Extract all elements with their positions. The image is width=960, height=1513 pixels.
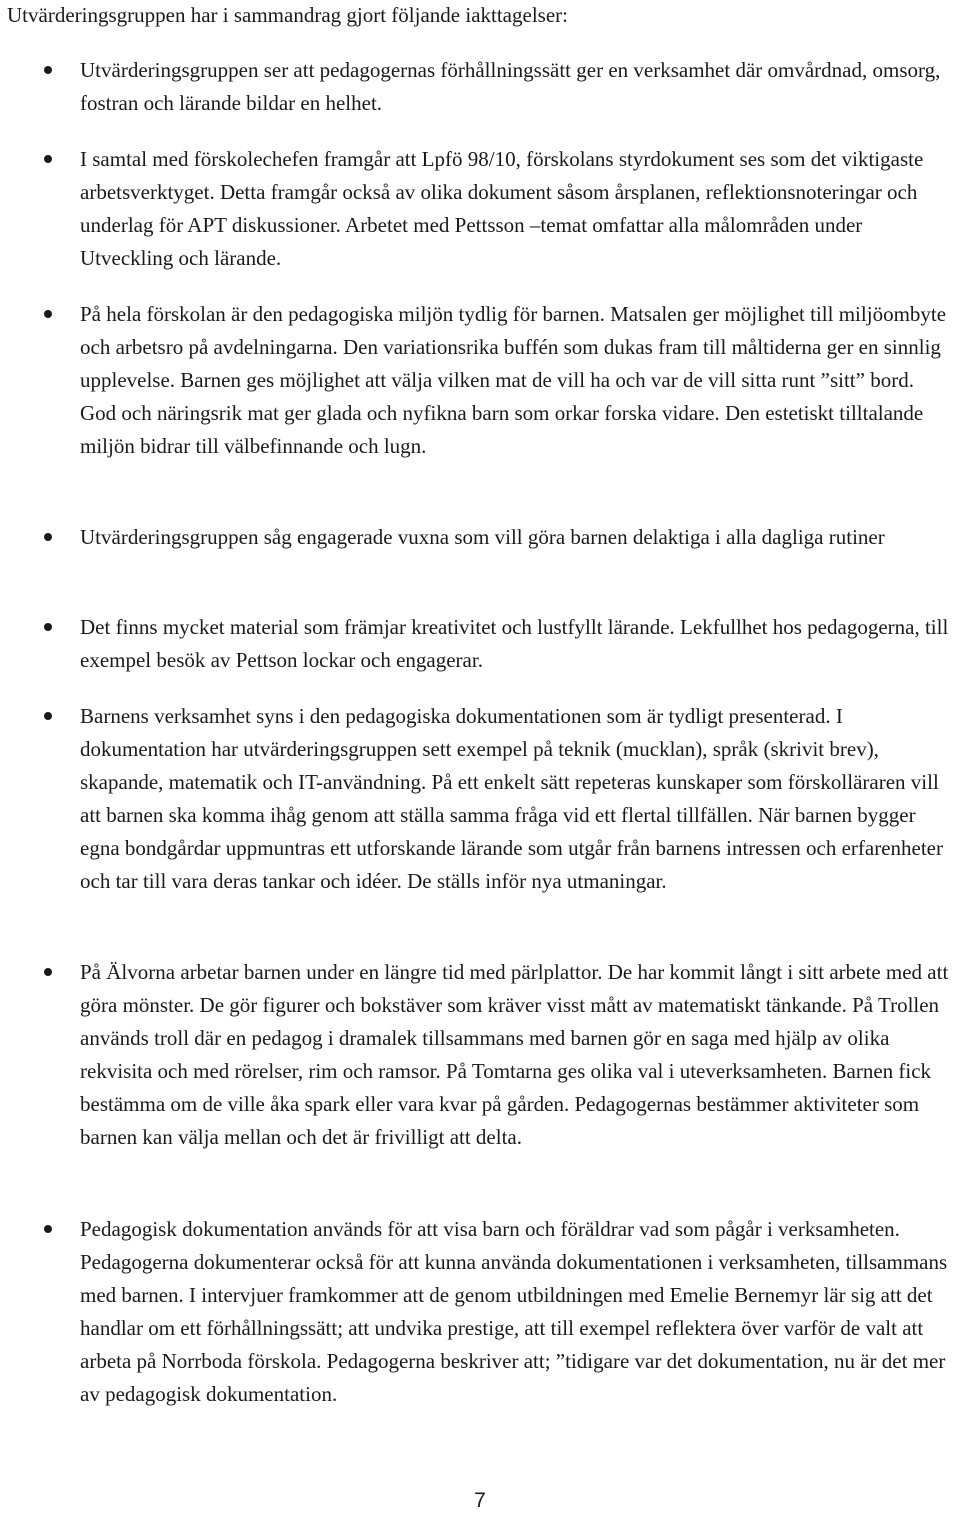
bullet-icon xyxy=(44,968,52,976)
list-item-text: I samtal med förskolechefen framgår att Lpfö 98/10, förskolans styrdokument ses som det viktigaste arbetsverktyget. Detta framgår också av olika dokument såsom årsplanen, reflektionsnoteringar och underlag för APT diskussioner. Arbetet med Pettsson –temat omfattar alla målområden under Utveckling och lärande. xyxy=(80,147,924,270)
list-item-text: Utvärderingsgruppen såg engagerade vuxna som vill göra barnen delaktiga i alla dagliga rutiner xyxy=(80,525,885,549)
list-item-text: Det finns mycket material som främjar kreativitet och lustfyllt lärande. Lekfullhet hos pedagogerna, till exempel besök av Pettson lockar och engagerar. xyxy=(80,615,949,672)
bullet-icon xyxy=(44,310,52,318)
bullet-icon xyxy=(44,1225,52,1233)
bullet-icon xyxy=(44,155,52,163)
list-item-text: På Älvorna arbetar barnen under en längre tid med pärlplattor. De har kommit långt i sitt arbete med att göra mönster. De gör figurer och bokstäver som kräver visst mått av matematiskt tänkande. På Trollen används troll där en pedagog i dramalek tillsammans med barnen gör en saga med hjälp av olika rekvisita och med rörelser, rim och ramsor. På Tomtarna ges olika val i uteverksamheten. Barnen fick bestämma om de ville åka spark eller vara kvar på gården. Pedagogernas bestämmer aktiviteter som barnen kan välja mellan och det är frivilligt att delta. xyxy=(80,960,949,1149)
bullet-icon xyxy=(44,623,52,631)
list-item-text: Utvärderingsgruppen ser att pedagogernas förhållningssätt ger en verksamhet där omvårdnad, omsorg, fostran och lärande bildar en helhet. xyxy=(80,58,941,115)
page-number: 7 xyxy=(474,1489,486,1512)
list-item-text: Barnens verksamhet syns i den pedagogiska dokumentationen som är tydligt presenterad. I dokumentation har utvärderingsgruppen sett exempel på teknik (mucklan), språk (skrivit brev), skapande, matematik och IT-användning. På ett enkelt sätt repeteras kunskaper som förskolläraren vill att barnen ska komma ihåg genom att ställa samma fråga vid ett flertal tillfällen. När barnen bygger egna bondgårdar uppmuntras ett utforskande lärande som utgår från barnens intressen och erfarenheter och tar till vara deras tankar och idéer. De ställs inför nya utmaningar. xyxy=(80,704,943,893)
intro-paragraph: Utvärderingsgruppen har i sammandrag gjort följande iakttagelser: xyxy=(7,3,568,27)
list-item-text: Pedagogisk dokumentation används för att visa barn och föräldrar vad som pågår i verksamheten. Pedagogerna dokumenterar också för att kunna använda dokumentationen i verksamheten, tillsammans med barnen. I intervjuer framkommer att de genom utbildningen med Emelie Bernemyr lär sig att det handlar om ett förhållningssätt; att undvika prestige, att till exempel reflektera över varför de valt att arbeta på Norrboda förskola. Pedagogerna beskriver att; ”tidigare var det dokumentation, nu är det mer av pedagogisk dokumentation. xyxy=(80,1217,948,1406)
bullet-icon xyxy=(44,66,52,74)
bullet-icon xyxy=(44,712,52,720)
bullet-icon xyxy=(44,533,52,541)
list-item-text: På hela förskolan är den pedagogiska miljön tydlig för barnen. Matsalen ger möjlighet till miljöombyte och arbetsro på avdelningarna. Den variationsrika buffén som dukas fram till måltiderna ger en sinnlig upplevelse. Barnen ges möjlighet att välja vilken mat de vill ha och var de vill sitta runt ”sitt” bord. God och näringsrik mat ger glada och nyfikna barn som orkar forska vidare. Den estetiskt tilltalande miljön bidrar till välbefinnande och lugn. xyxy=(80,302,947,458)
